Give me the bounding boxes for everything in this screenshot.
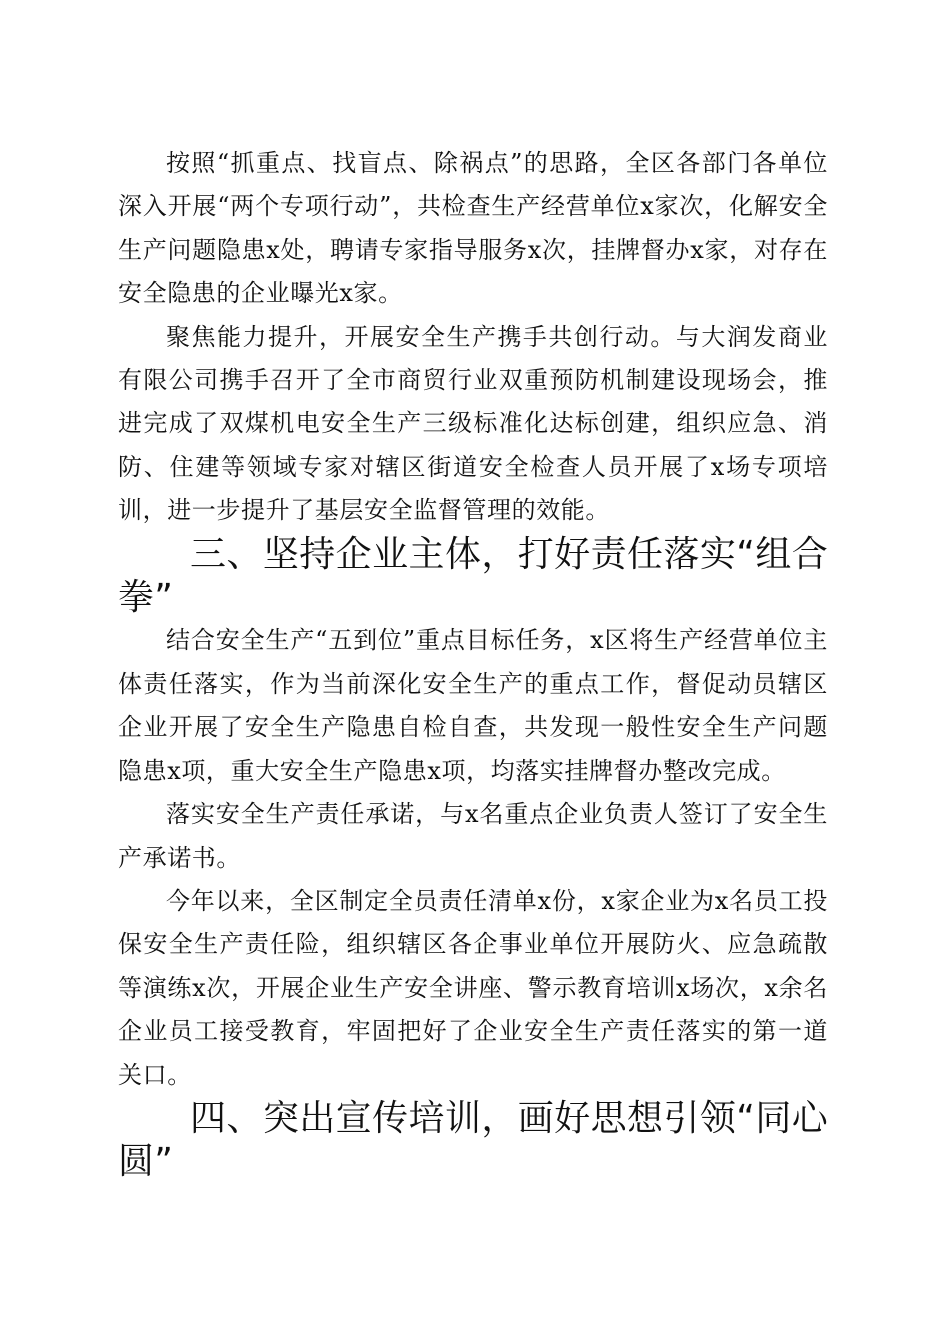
paragraph-responsibility-list: 今年以来，全区制定全员责任清单x份，x家企业为x名员工投保安全生产责任险，组织辖区各企事业单位开展防火、应急疏散等演练x次，开展企业生产安全讲座、警示教育培训x场次，x余名企业员工接受教育，牢固把好了企业安全生产责任落实的第一道关口。 (118, 886, 828, 1089)
document-body (118, 142, 828, 1184)
paragraph-capability-improvement: 聚焦能力提升，开展安全生产携手共创行动。与大润发商业有限公司携手召开了全市商贸行业双重预防机制建设现场会，推进完成了双煤机电安全生产三级标准化达标创建，组织应急、消防、住建等领域专家对辖区街道安全检查人员开展了x场专项培训，进一步提升了基层安全监督管理的效能。 (118, 322, 828, 525)
section-heading-three: 三、坚持企业主体，打好责任落实“组合拳” (118, 533, 828, 619)
paragraph-enterprise-responsibility: 结合安全生产“五到位”重点目标任务，x区将生产经营单位主体责任落实，作为当前深化安全生产的重点工作，督促动员辖区企业开展了安全生产隐患自检自查，共发现一般性安全生产问题隐患x项，重大安全生产隐患x项，均落实挂牌督办整改完成。 (118, 626, 828, 785)
paragraph-inspection-actions: 按照“抓重点、找盲点、除祸点”的思路，全区各部门各单位深入开展“两个专项行动”，共检查生产经营单位x家次，化解安全生产问题隐患x处，聘请专家指导服务x次，挂牌督办x家，对存在安全隐患的企业曝光x家。 (118, 149, 828, 308)
paragraph-safety-commitment: 落实安全生产责任承诺，与x名重点企业负责人签订了安全生产承诺书。 (118, 800, 828, 872)
section-heading-four: 四、突出宣传培训，画好思想引领“同心圆” (118, 1097, 828, 1183)
